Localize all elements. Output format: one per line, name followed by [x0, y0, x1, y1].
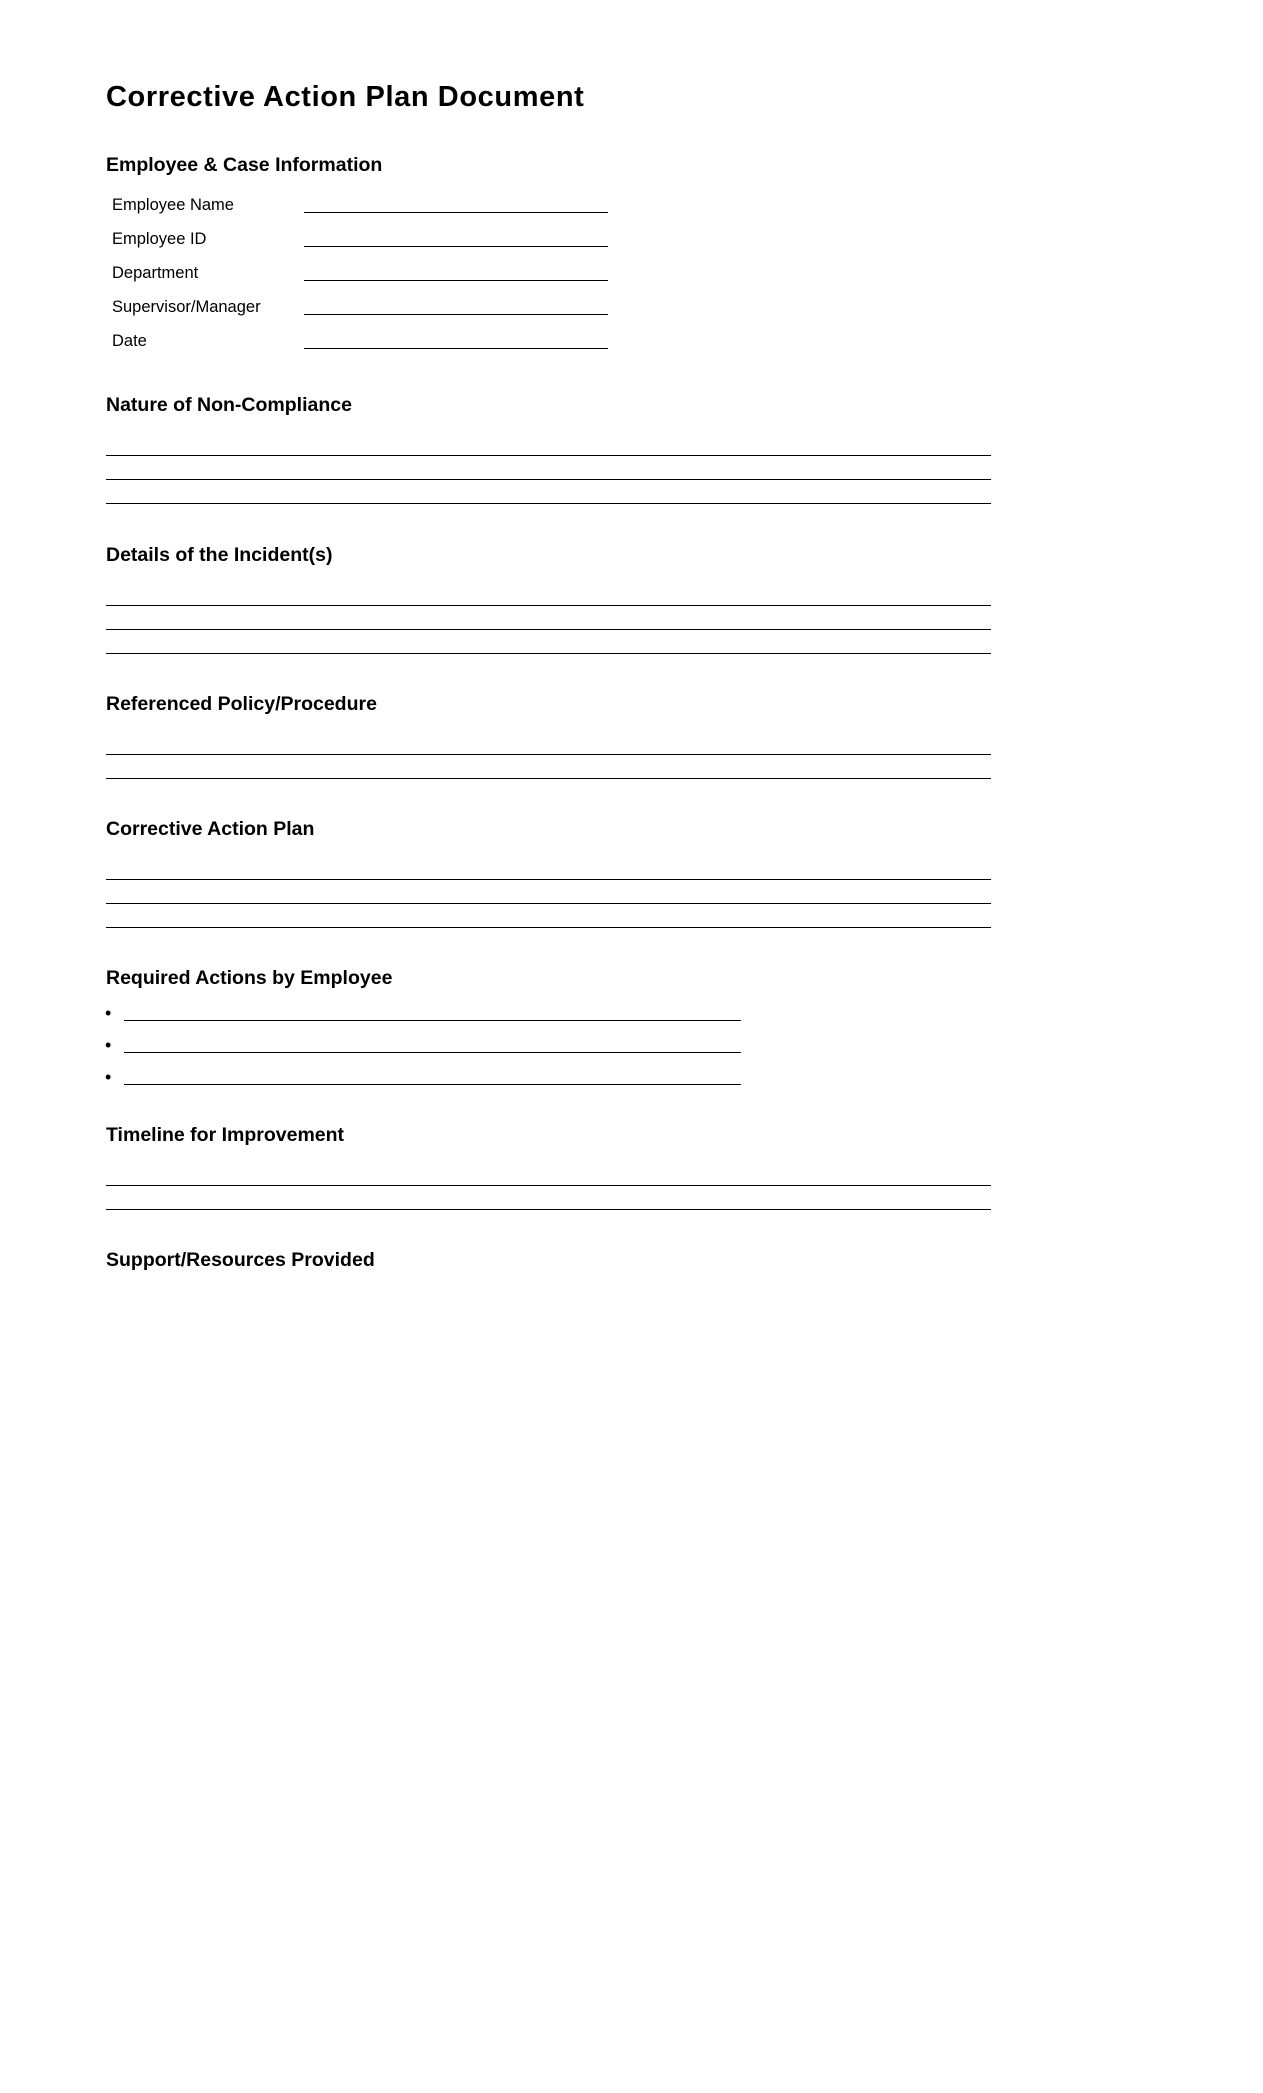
required-action-line[interactable]	[124, 1020, 741, 1021]
employee-name-label: Employee Name	[112, 196, 234, 214]
department-label: Department	[112, 264, 199, 282]
bullet-marker: •	[105, 1003, 112, 1023]
section-heading-support-resources: Support/Resources Provided	[106, 1249, 375, 1271]
employee-name-field[interactable]	[304, 212, 608, 213]
corrective-action-write-line[interactable]	[106, 879, 991, 880]
supervisor-manager-field[interactable]	[304, 314, 608, 315]
required-action-line[interactable]	[124, 1052, 741, 1053]
section-heading-corrective-action-plan: Corrective Action Plan	[106, 818, 315, 840]
employee-id-field[interactable]	[304, 246, 608, 247]
timeline-write-line[interactable]	[106, 1209, 991, 1210]
section-heading-required-actions: Required Actions by Employee	[106, 967, 393, 989]
employee-id-label: Employee ID	[112, 230, 207, 248]
document-title: Corrective Action Plan Document	[106, 81, 585, 113]
timeline-write-line[interactable]	[106, 1185, 991, 1186]
non-compliance-write-line[interactable]	[106, 503, 991, 504]
referenced-policy-write-line[interactable]	[106, 778, 991, 779]
referenced-policy-write-line[interactable]	[106, 754, 991, 755]
corrective-action-write-line[interactable]	[106, 903, 991, 904]
section-heading-timeline-for-improvement: Timeline for Improvement	[106, 1124, 345, 1146]
corrective-action-write-line[interactable]	[106, 927, 991, 928]
section-heading-employee-case-information: Employee & Case Information	[106, 154, 383, 176]
date-field[interactable]	[304, 348, 608, 349]
department-field[interactable]	[304, 280, 608, 281]
incident-details-write-line[interactable]	[106, 605, 991, 606]
supervisor-manager-label: Supervisor/Manager	[112, 298, 261, 316]
section-heading-details-of-incidents: Details of the Incident(s)	[106, 544, 333, 566]
bullet-marker: •	[105, 1035, 112, 1055]
non-compliance-write-line[interactable]	[106, 479, 991, 480]
required-action-line[interactable]	[124, 1084, 741, 1085]
section-heading-referenced-policy: Referenced Policy/Procedure	[106, 693, 377, 715]
section-heading-nature-of-non-compliance: Nature of Non-Compliance	[106, 394, 352, 416]
date-label: Date	[112, 332, 147, 350]
non-compliance-write-line[interactable]	[106, 455, 991, 456]
incident-details-write-line[interactable]	[106, 629, 991, 630]
bullet-marker: •	[105, 1067, 112, 1087]
incident-details-write-line[interactable]	[106, 653, 991, 654]
